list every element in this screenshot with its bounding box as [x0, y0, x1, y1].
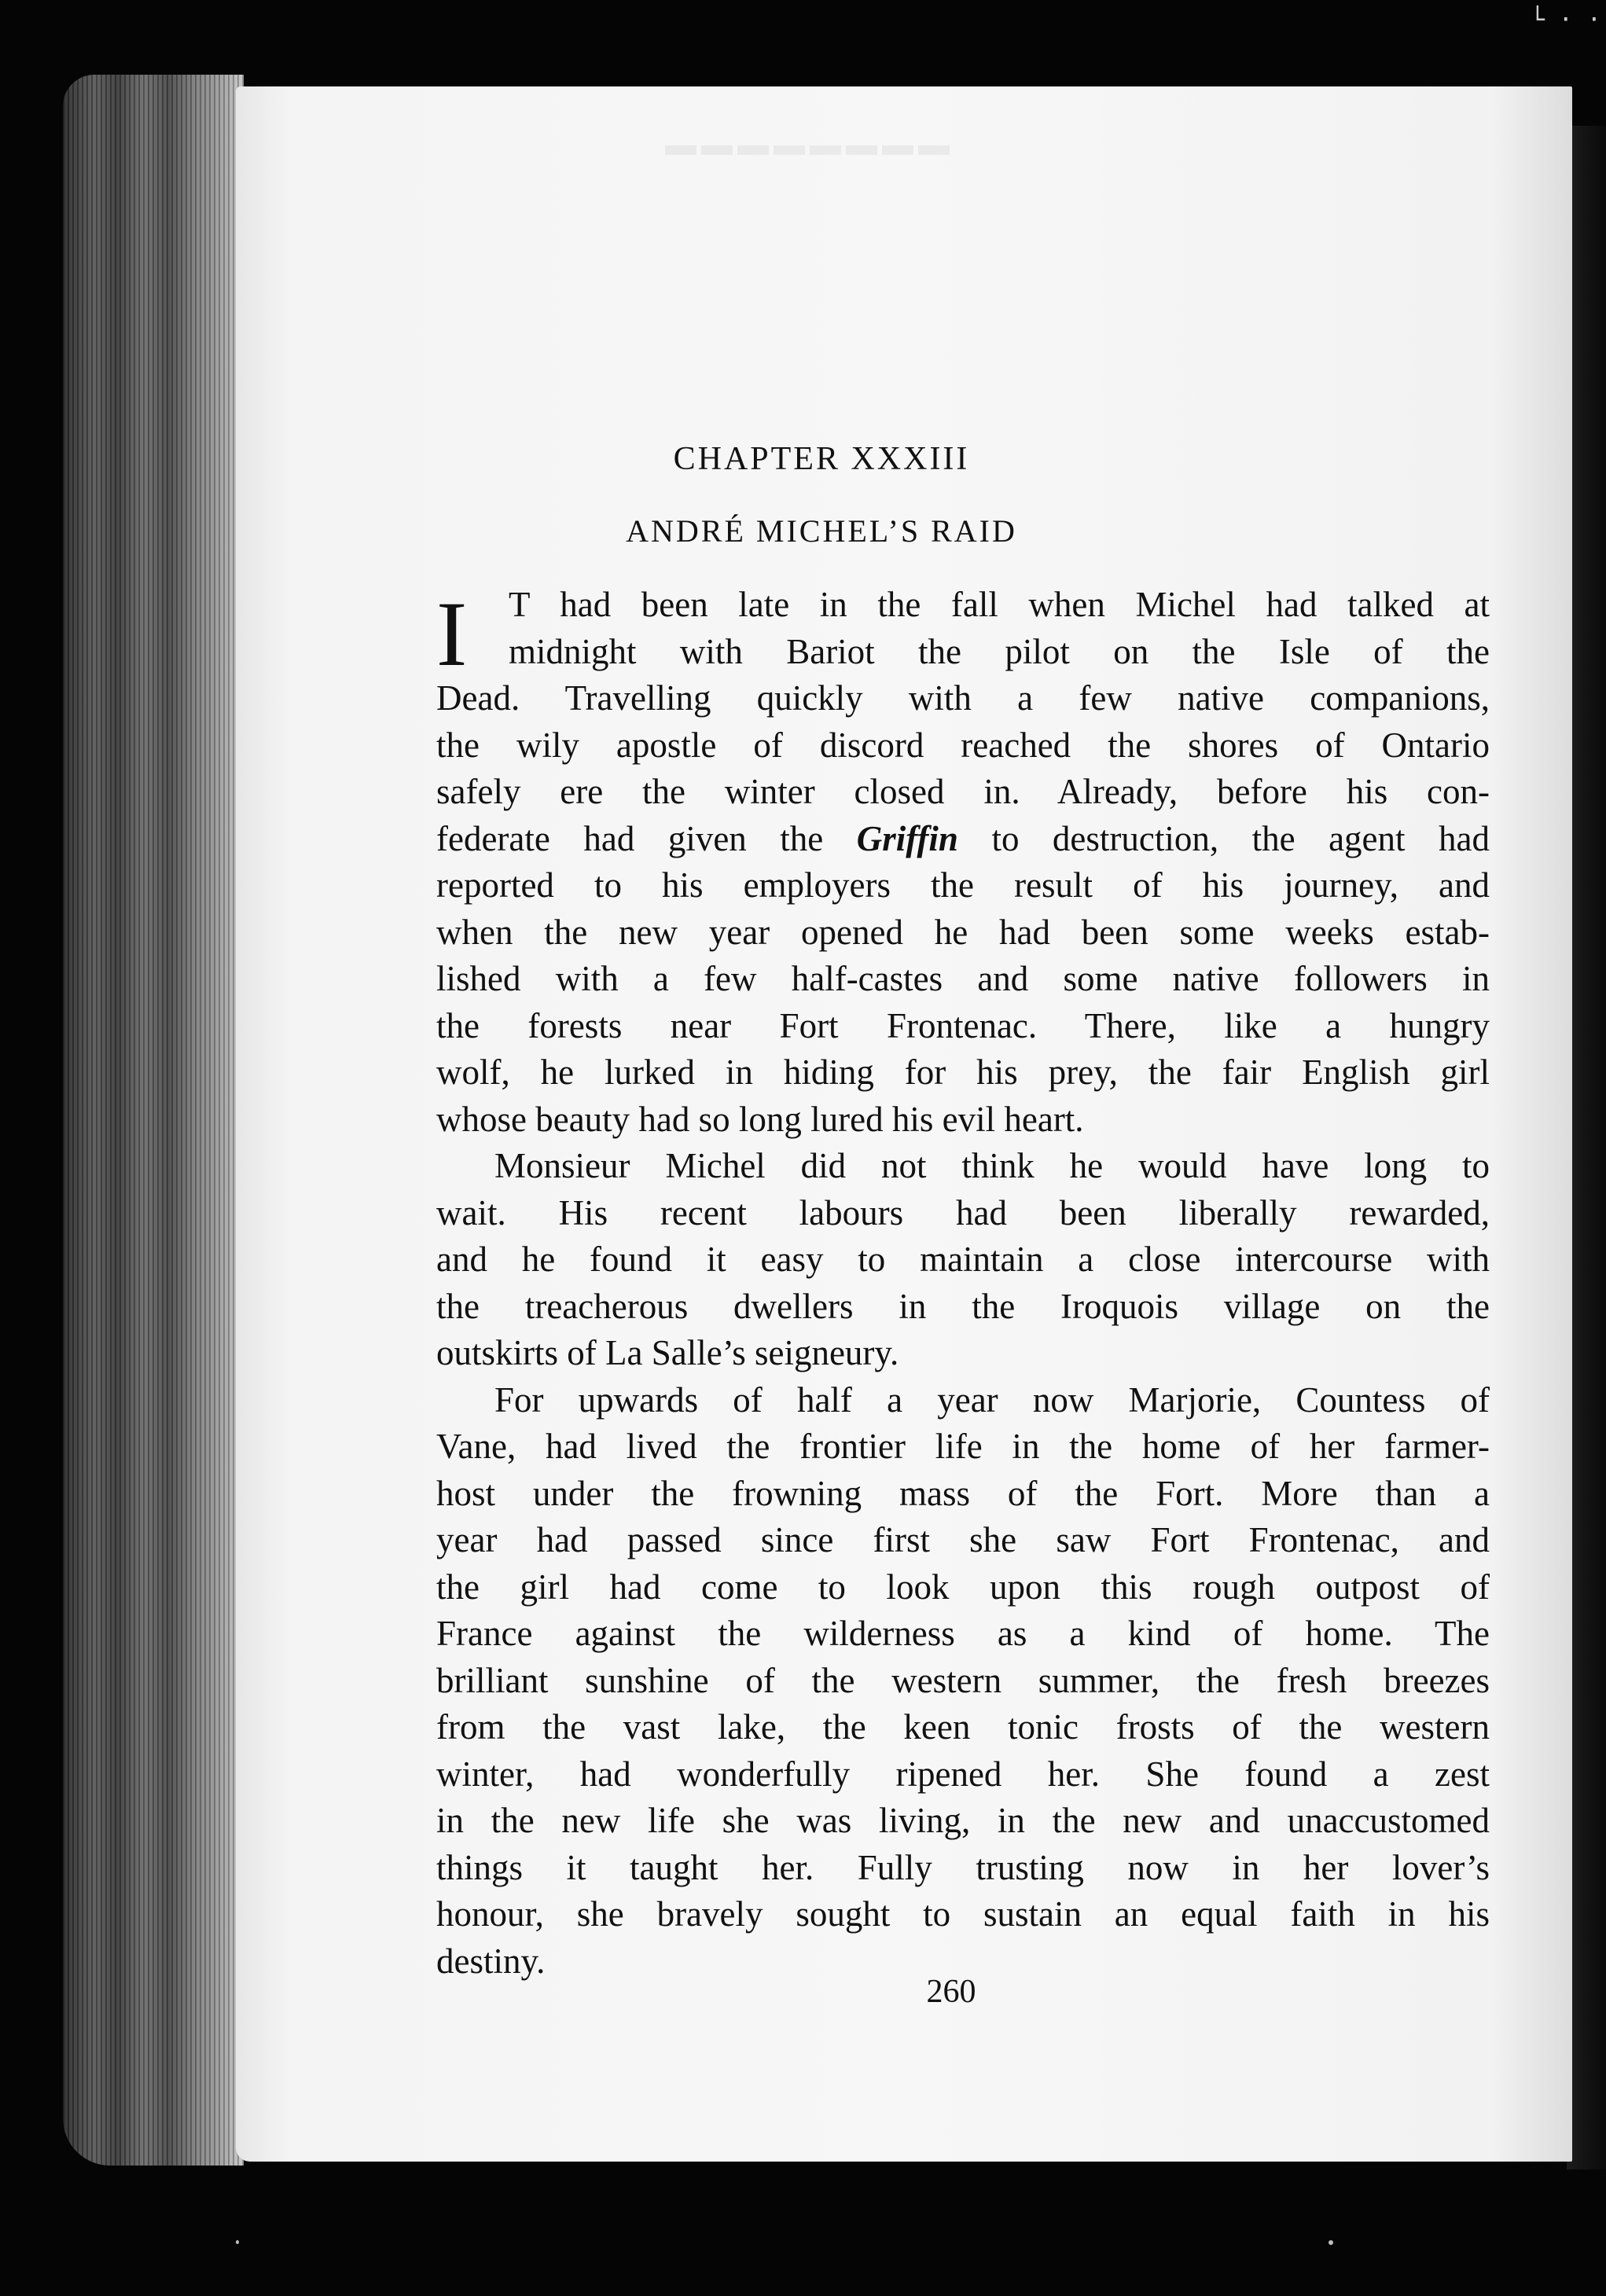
- text-line: host under the frowning mass of the Fort. More than a: [436, 1473, 1490, 1513]
- text-line: Monsieur Michel did not think he would have long to: [494, 1146, 1490, 1185]
- text-line: the forests near Fort Frontenac. There, like a hungry: [436, 1005, 1490, 1045]
- scan-speck: [236, 2240, 239, 2244]
- text-line: outskirts of La Salle’s seigneury.: [436, 1333, 899, 1372]
- text-line: Dead. Travelling quickly with a few native companions,: [436, 678, 1490, 718]
- text-line: For upwards of half a year now Marjorie, Countess of: [494, 1379, 1490, 1420]
- text-line: safely ere the winter closed in. Already, before his con-: [436, 772, 1490, 811]
- text-line: honour, she bravely sought to sustain an equal faith in his: [436, 1894, 1490, 1934]
- book-page-edges: [63, 75, 244, 2166]
- text-line: France against the wilderness as a kind of home. The: [436, 1614, 1490, 1653]
- chapter-title: ANDRÉ MICHEL’S RAID: [626, 513, 1017, 549]
- chapter-number: CHAPTER XXXIII: [673, 441, 970, 477]
- drop-cap: I: [436, 582, 468, 685]
- text-line: T had been late in the fall when Michel had talked at: [509, 585, 1490, 624]
- text-line: whose beauty had so long lured his evil heart.: [436, 1099, 1084, 1139]
- scan-speck: [1329, 2240, 1333, 2245]
- text-line: [436, 816, 1490, 863]
- text-line: Vane, had lived the frontier life in the home of her farmer-: [436, 1427, 1490, 1466]
- text-line: the wily apostle of discord reached the shores of Ontario: [436, 725, 1490, 765]
- text-line: in the new life she was living, in the new and unaccustomed: [436, 1801, 1490, 1840]
- book-binding-right: [1567, 126, 1606, 2169]
- scan-corner-mark: └ · ·: [1530, 6, 1601, 34]
- text-line: the treacherous dwellers in the Iroquois village on the: [436, 1286, 1490, 1326]
- text-line: reported to his employers the result of his journey, and: [436, 865, 1490, 905]
- text-line: wolf, he lurked in hiding for his prey, the fair English girl: [436, 1052, 1490, 1092]
- text-line: lished with a few half-castes and some native followers in: [436, 959, 1490, 998]
- text-line: wait. His recent labours had been liberally rewarded,: [436, 1192, 1490, 1232]
- running-head-bleedthrough: ▬▬▬▬▬▬▬▬: [665, 127, 954, 162]
- text-line: and he found it easy to maintain a close intercourse with: [436, 1240, 1490, 1279]
- text-line: brilliant sunshine of the western summer, the fresh breezes: [436, 1660, 1490, 1700]
- text-line-italic-part: federate had given the Griffin to destruction, the agent had: [436, 818, 1490, 858]
- page-number: 260: [926, 1974, 976, 2010]
- text-line: things it taught her. Fully trusting now in her lover’s: [436, 1847, 1490, 1887]
- text-line: the girl had come to look upon this rough outpost of: [436, 1567, 1490, 1607]
- text-line: midnight with Bariot the pilot on the Isle of the: [509, 631, 1490, 671]
- text-line: from the vast lake, the keen tonic frosts of the western: [436, 1707, 1490, 1747]
- text-line: destiny.: [436, 1941, 546, 1981]
- chapter-body: [436, 582, 1490, 1985]
- ship-name-italic: Griffin: [856, 818, 958, 858]
- text-line: year had passed since first she saw Fort Frontenac, and: [436, 1520, 1490, 1559]
- text-line: winter, had wonderfully ripened her. She found a zest: [436, 1754, 1490, 1794]
- text-line: when the new year opened he had been some weeks estab-: [436, 912, 1490, 952]
